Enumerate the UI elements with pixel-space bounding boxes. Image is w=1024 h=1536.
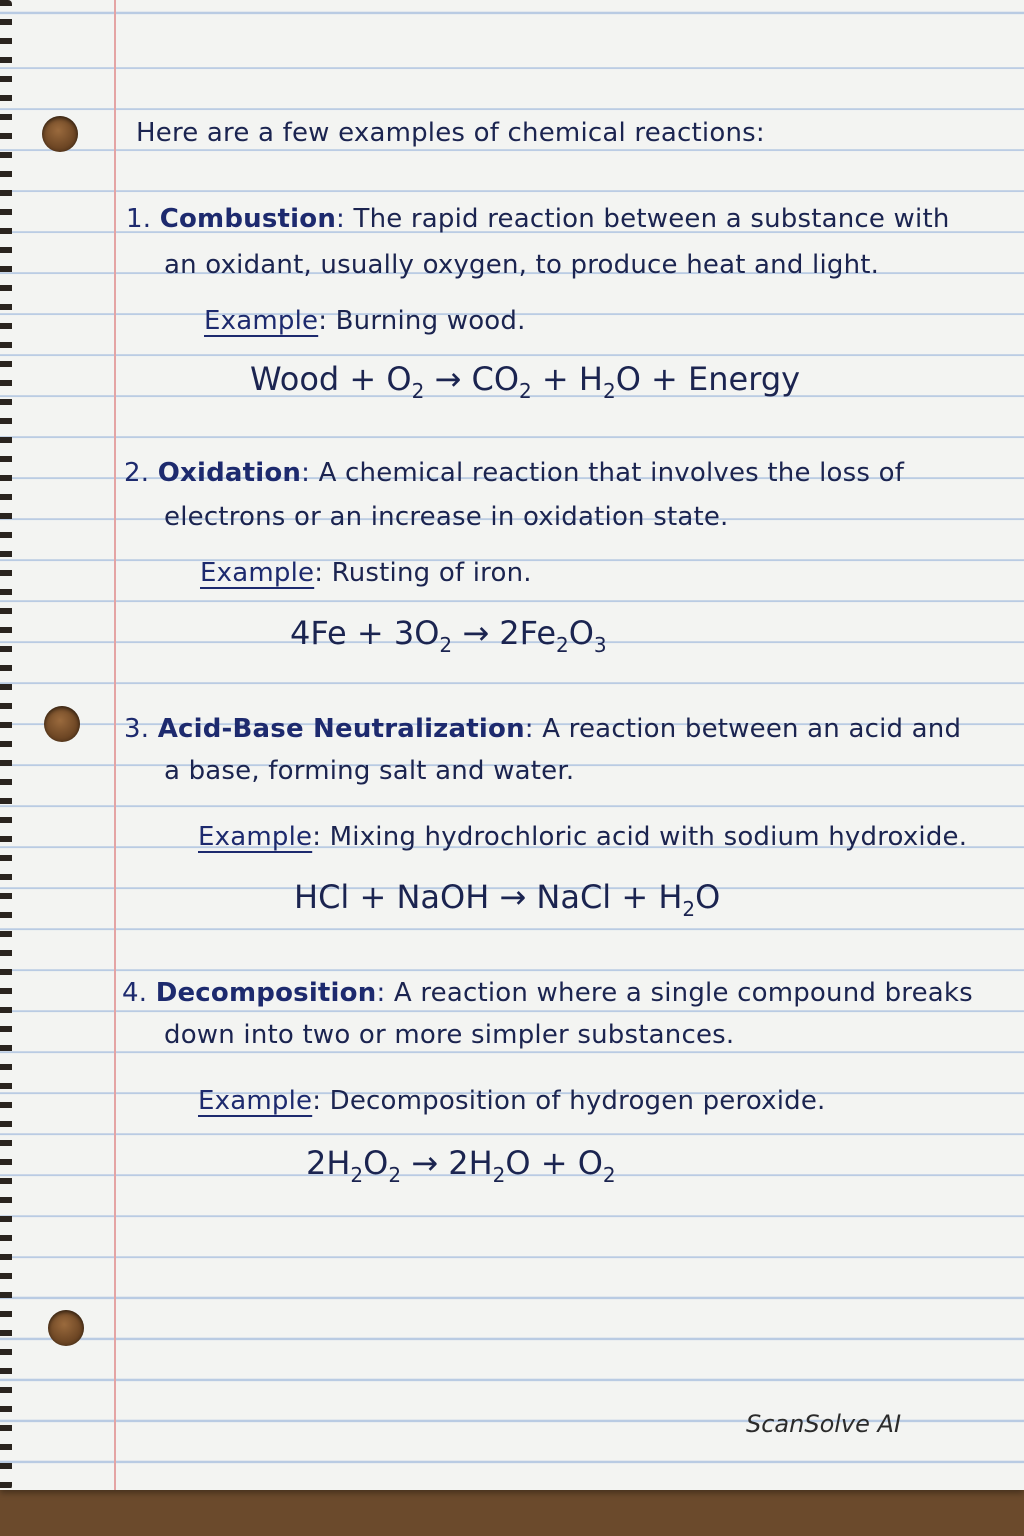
definition-line: an oxidant, usually oxygen, to produce heat and light. (164, 250, 880, 280)
example-label: Example (198, 1086, 313, 1116)
term-colon: : (301, 458, 311, 488)
intro-text: Here are a few examples of chemical reactions: (136, 118, 765, 148)
example-text: Decomposition of hydrogen peroxide. (329, 1086, 826, 1116)
margin-line (114, 0, 116, 1490)
example-line (198, 1086, 826, 1116)
definition-line: A chemical reaction that involves the loss of (318, 458, 905, 488)
term-combustion: Combustion (159, 204, 337, 234)
eq-part: + O (339, 360, 412, 398)
example-text: Rusting of iron. (331, 558, 532, 588)
eq-part: → CO (424, 360, 519, 398)
reaction-3-heading (124, 714, 961, 744)
example-label: Example (200, 558, 315, 588)
eq-subscript: 2 (682, 897, 696, 921)
definition-line: electrons or an increase in oxidation state. (164, 502, 729, 532)
eq-subscript: 2 (388, 1163, 402, 1187)
term-colon: : (336, 204, 346, 234)
eq-subscript: 2 (519, 379, 532, 403)
definition-line: a base, forming salt and water. (164, 756, 575, 786)
eq-subscript: 2 (350, 1163, 364, 1187)
item-number: 3. (124, 714, 150, 744)
eq-part: O + Energy (615, 360, 801, 398)
eq-subscript: 2 (602, 379, 616, 403)
term-decomposition: Decomposition (155, 978, 377, 1008)
equation-neutralization (294, 878, 721, 921)
definition-line: A reaction where a single compound breaks (393, 978, 973, 1008)
eq-part: O (363, 1144, 389, 1182)
eq-part: O + O (505, 1144, 603, 1182)
term-acid-base: Acid-Base Neutralization (157, 714, 525, 744)
eq-part: 4Fe + 3O (290, 614, 440, 652)
spiral-binding (0, 0, 12, 1490)
definition-line: The rapid reaction between a substance with (353, 204, 950, 234)
eq-part: → 2H (401, 1144, 493, 1182)
eq-subscript: 2 (439, 633, 453, 657)
eq-part: Wood (250, 360, 340, 398)
item-number: 4. (122, 978, 148, 1008)
eq-part: 2H (306, 1144, 351, 1182)
equation-combustion (250, 360, 801, 403)
eq-part: + H (531, 360, 603, 398)
example-text: Mixing hydrochloric acid with sodium hydroxide. (329, 822, 968, 852)
eq-part: → 2Fe (452, 614, 556, 652)
eq-part: O (568, 614, 594, 652)
example-colon: : (312, 822, 322, 852)
example-label: Example (198, 822, 313, 852)
example-line (200, 558, 532, 588)
signature: ScanSolve AI (746, 1410, 902, 1438)
punch-hole (44, 706, 80, 742)
eq-subscript: 2 (492, 1163, 506, 1187)
eq-subscript: 2 (602, 1163, 616, 1187)
eq-subscript: 3 (593, 633, 607, 657)
punch-hole (48, 1310, 84, 1346)
reaction-2-heading (124, 458, 904, 488)
equation-oxidation (290, 614, 607, 657)
example-line (198, 822, 967, 852)
eq-subscript: 2 (411, 379, 425, 403)
example-text: Burning wood. (335, 306, 526, 336)
equation-decomposition (306, 1144, 616, 1187)
punch-hole (42, 116, 78, 152)
example-label: Example (204, 306, 319, 336)
term-colon: : (376, 978, 386, 1008)
example-line (204, 306, 526, 336)
definition-line: down into two or more simpler substances. (164, 1020, 735, 1050)
eq-subscript: 2 (556, 633, 569, 657)
reaction-4-heading (122, 978, 973, 1008)
example-colon: : (314, 558, 324, 588)
example-colon: : (318, 306, 328, 336)
example-colon: : (312, 1086, 322, 1116)
term-oxidation: Oxidation (157, 458, 302, 488)
item-number: 2. (124, 458, 150, 488)
eq-part: O (695, 878, 721, 916)
reaction-1-heading (126, 204, 950, 234)
item-number: 1. (126, 204, 152, 234)
term-colon: : (524, 714, 534, 744)
definition-line: A reaction between an acid and (542, 714, 962, 744)
eq-part: HCl + NaOH → NaCl + H (294, 878, 683, 916)
